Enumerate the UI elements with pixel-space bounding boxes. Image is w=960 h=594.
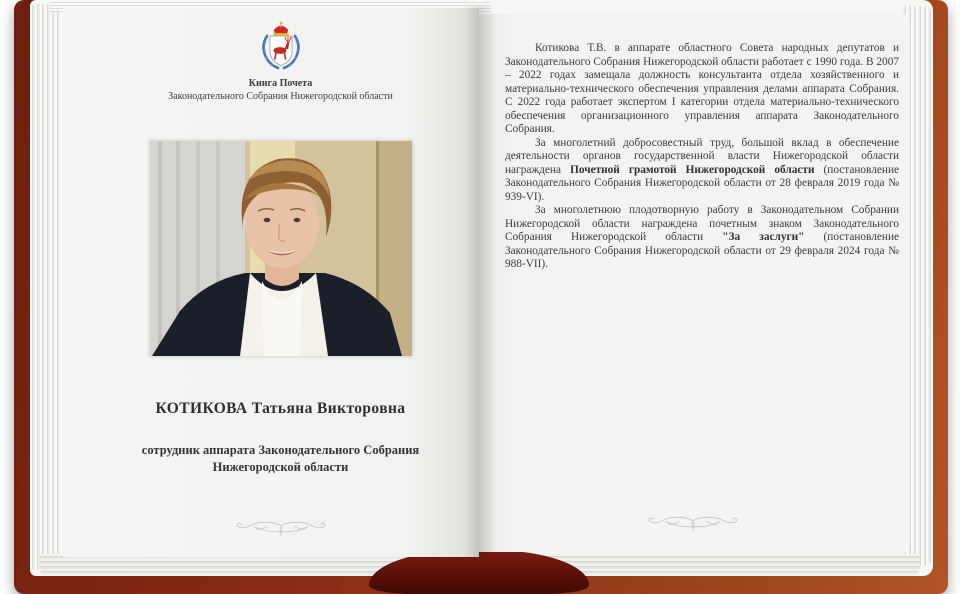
flourish-ornament-icon xyxy=(479,513,907,538)
page-edges-right xyxy=(903,6,933,566)
coat-of-arms-icon xyxy=(92,20,469,77)
honoree-position-line2: Нижегородской области xyxy=(212,460,349,474)
flourish-ornament-icon xyxy=(82,518,479,543)
book-title: Книга Почета xyxy=(248,78,313,89)
right-page xyxy=(479,14,907,552)
honoree-position xyxy=(92,442,469,476)
bio-paragraph: За многолетний добросовестный труд, большой вклад в обеспечение деятельности органов государственной власти Нижегородской области награждена Почетной грамотой Нижегородской области (постановление Законодательного Собрания Нижегородской области от 28 февраля 2019 года № 939-VI). xyxy=(505,136,899,203)
page-edges-left xyxy=(30,4,64,570)
bio-paragraph: Котикова Т.В. в аппарате областного Совета народных депутатов и Законодательного Собрания Нижегородской области работает с 1990 года. В 2007 – 2022 годах замещала должность консультанта отдела хозяйственного и материально-технического обеспечения управления делами аппарата Собрания. С 2022 года работает экспертом I категории отдела материально-технического обеспечения организационного управления аппарата Законодательного Собрания. xyxy=(505,42,899,135)
honoree-name: КОТИКОВА Татьяна Викторовна xyxy=(155,400,406,417)
left-page xyxy=(62,8,479,557)
bio-paragraph: За многолетнюю плодотворную работу в Законодательном Собрании Нижегородской области награждена почетным знаком Законодательного Собрания Нижегородской области "За заслуги" (постановление Законодательного Собрания Нижегородской области от 29 февраля 2024 года № 988-VII). xyxy=(505,204,899,270)
honoree-position-line1: сотрудник аппарата Законодательного Собрания xyxy=(141,443,420,457)
bio-text xyxy=(505,42,899,272)
portrait-photo xyxy=(149,140,413,357)
institution-name: Законодательного Собрания Нижегородской области xyxy=(168,91,393,102)
